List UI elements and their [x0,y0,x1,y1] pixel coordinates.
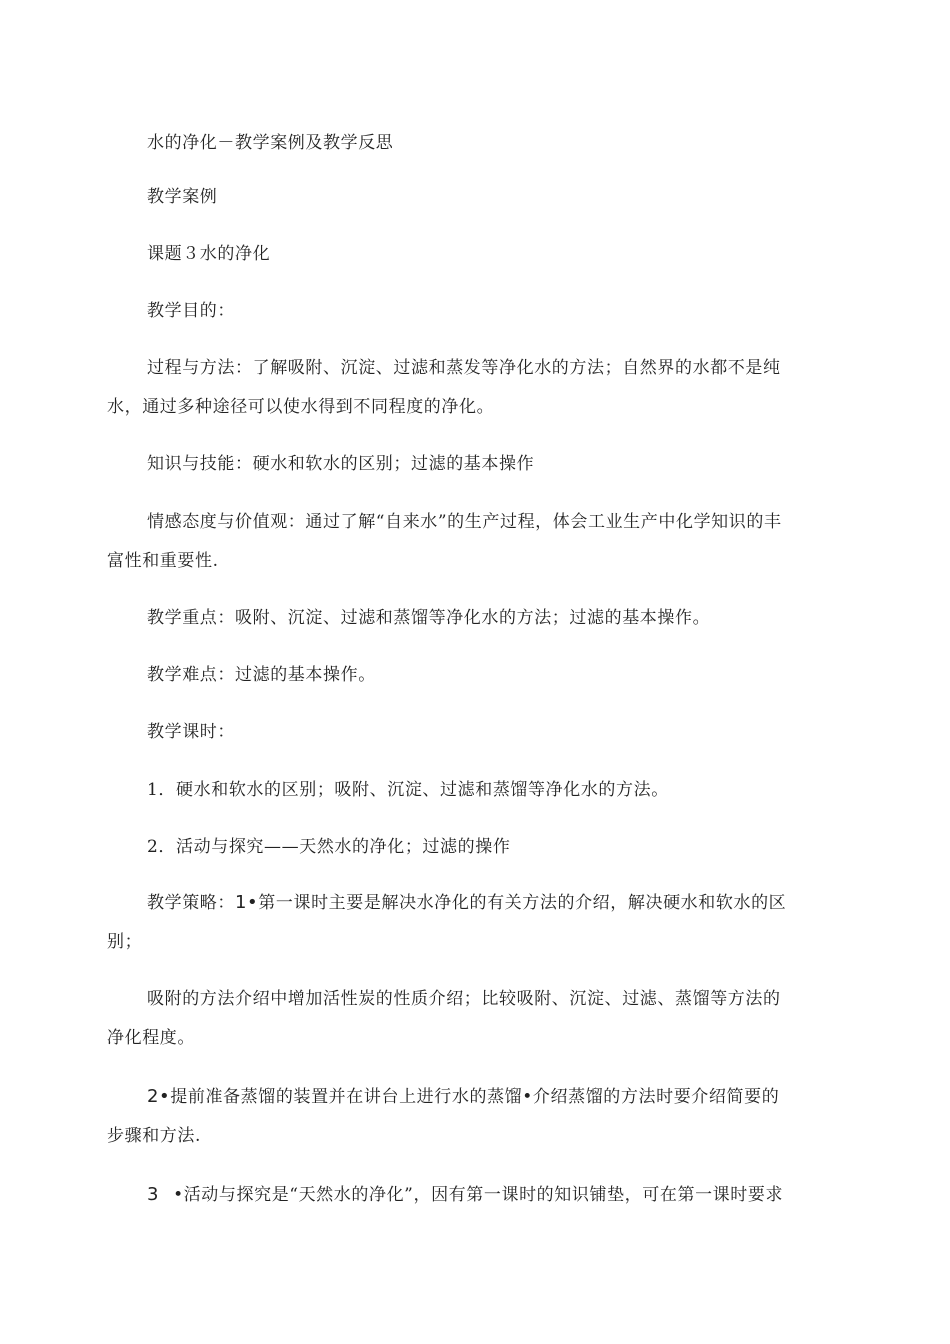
lesson-title: 课题３水的净化 [147,244,271,264]
document-title: 水的净化－教学案例及教学反思 [147,133,394,153]
strategy-number-3: 3 [147,1184,160,1205]
objective-emotion-line-2: 富性和重要性. [107,551,219,571]
strategy-number-2: 2• [147,1086,171,1107]
strategy-2-text: 提前准备蒸馏的装置并在讲台上进行水的蒸馏•介绍蒸馏的方法时要介绍简要的 [170,1087,780,1107]
strategy-paragraph-line-1: 吸附的方法介绍中增加活性炭的性质介绍；比较吸附、沉淀、过滤、蒸馏等方法的 [147,989,781,1009]
strategy-3-line-1 [147,1185,783,1205]
strategy-prefix: 教学策略： [147,893,235,913]
strategy-line-2: 别； [107,932,143,952]
difficulty: 教学难点：过滤的基本操作。 [147,665,376,685]
strategy-2-line-1 [147,1087,779,1107]
hours-label: 教学课时： [147,722,235,742]
strategy-number-1: 1• [235,892,259,913]
strategy-line-1 [147,893,786,913]
objectives-label: 教学目的： [147,301,235,321]
strategy-2-line-2: 步骤和方法. [107,1126,202,1146]
objective-knowledge: 知识与技能：硬水和软水的区别；过滤的基本操作 [147,454,535,474]
strategy-paragraph-line-2: 净化程度。 [107,1028,195,1048]
hour-item-1: 1．硬水和软水的区别；吸附、沉淀、过滤和蒸馏等净化水的方法。 [147,780,669,800]
key-points: 教学重点：吸附、沉淀、过滤和蒸馏等净化水的方法；过滤的基本操作。 [147,608,711,628]
strategy-3-text: •活动与探究是“天然水的净化”，因有第一课时的知识铺垫，可在第一课时要求 [173,1185,784,1205]
objective-process-line-1: 过程与方法：了解吸附、沉淀、过滤和蒸发等净化水的方法；自然界的水都不是纯 [147,358,781,378]
hour-item-2: 2．活动与探究——天然水的净化；过滤的操作 [147,837,511,857]
section-heading: 教学案例 [147,187,218,207]
strategy-1-text: 第一课时主要是解决水净化的有关方法的介绍，解决硬水和软水的区 [258,893,787,913]
objective-emotion-line-1: 情感态度与价值观：通过了解“自来水”的生产过程，体会工业生产中化学知识的丰 [147,512,782,532]
objective-process-line-2: 水，通过多种途径可以使水得到不同程度的净化。 [107,397,495,417]
